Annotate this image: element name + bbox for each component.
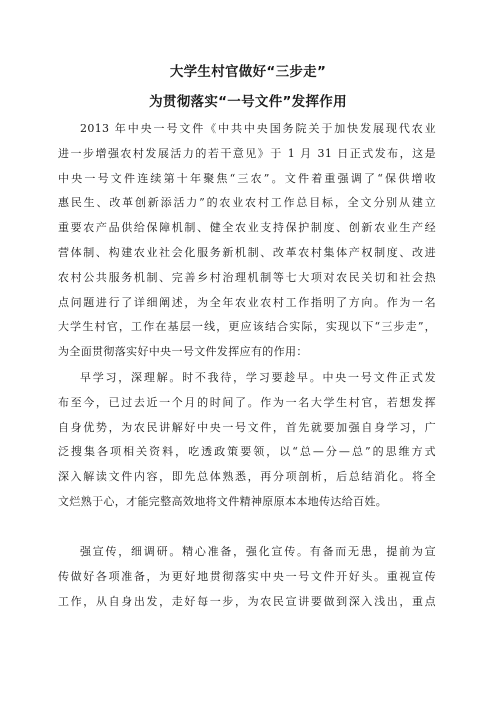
text-line: 早学习，深理解。时不我待，学习要趁早。中央一号文件正式发 [80,371,436,384]
text-line: 文烂熟于心，才能完整高效地将文件精神原原本本地传达给百姓。 [58,494,388,508]
text-line: 重要农产品供给保障机制、健全农业支持保护制度、创新农业生产经 [58,221,436,235]
text-line: 强宣传，细调研。精心准备，强化宣传。有备而无患，提前为宣 [80,545,436,558]
text-line: 2013 年中央一号文件《中共中央国务院关于加快发展现代农业 [80,122,436,135]
text-line: 为全面贯彻落实好中央一号文件发挥应有的作用： [58,345,308,359]
text-line: 自身优势，为农民讲解好中央一号文件，首先就要加强自身学习，广 [58,420,436,434]
text-line: 中央一号文件连续第十年聚焦“三农”。文件着重强调了“保供增收 [58,171,436,185]
paragraph-3 [58,540,436,614]
text-line: 进一步增强农村发展活力的若干意见》于 1 月 31 日正式发布，这是 [58,146,436,160]
text-line: 深入解读文件内容，即先总体熟悉，再分项剖析，后总结消化。将全 [58,470,436,484]
text-line: 工作，从自身出发，走好每一步，为农民宣讲要做到深入浅出，重点 [58,594,436,608]
document-title-line-1: 大学生村官做好“三步走” [169,64,327,80]
paragraph-2 [58,366,436,515]
text-line: 布至今，已过去近一个月的时间了。作为一名大学生村官，若想发挥 [58,395,436,409]
text-line: 泛搜集各项相关资料，吃透政策要领，以“总—分—总”的思维方式 [58,445,436,459]
text-line: 传做好各项准备，为更好地贯彻落实中央一号文件开好头。重视宣传 [58,569,436,583]
text-line: 农村公共服务机制、完善乡村治理机制等七大项对农民关切和社会热 [58,270,436,284]
text-line: 大学生村官，工作在基层一线，更应该结合实际，实现以下“三步走”， [58,320,436,334]
text-line: 惠民生、改革创新添活力”的农业农村工作总目标，全文分别从建立 [58,196,436,210]
text-line: 营体制、构建农业社会化服务新机制、改革农村集体产权制度、改进 [58,245,436,259]
text-line: 点问题进行了详细阐述，为全年农业农村工作指明了方向。作为一名 [58,295,436,309]
paragraph-1 [58,117,436,365]
document-title-line-2: 为贯彻落实“一号文件”发挥作用 [149,94,347,110]
